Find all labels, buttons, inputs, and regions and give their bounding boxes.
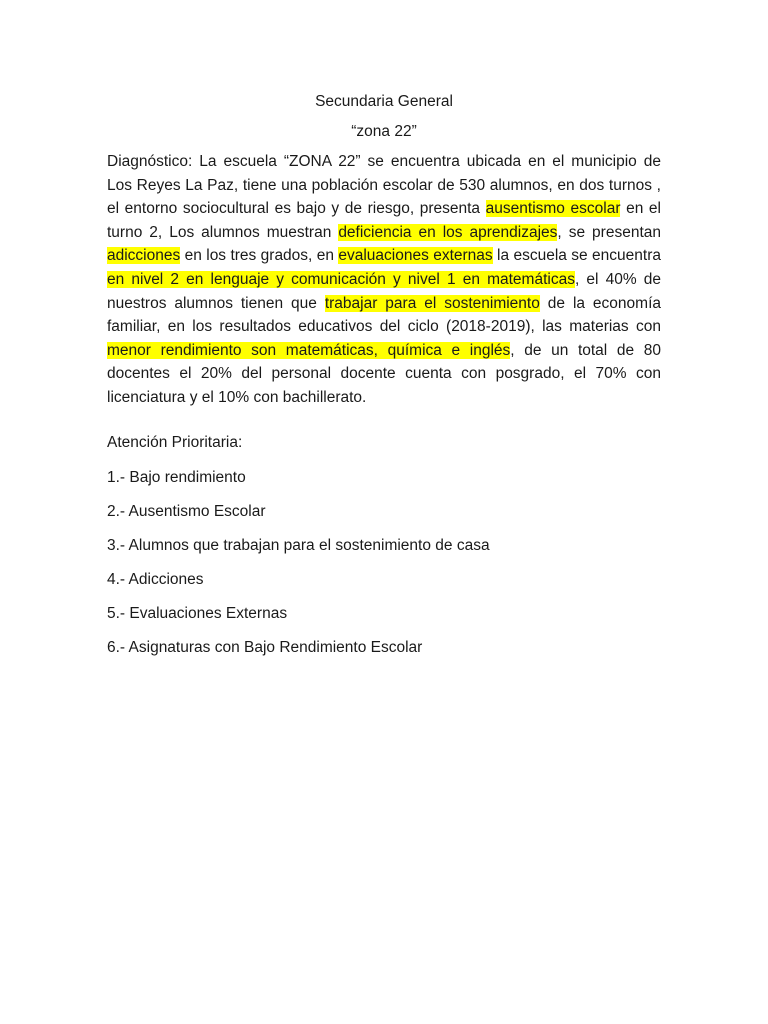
document-subtitle: “zona 22” <box>351 123 417 140</box>
paragraph-segment: , de un total de 80 docentes el 20% del personal docente cuenta con posgrado, el 70% con licenciatura y el 10% con bachillerato. <box>107 341 661 406</box>
diagnosis-paragraph <box>107 150 661 410</box>
document-page <box>107 90 661 410</box>
paragraph-segment: Diagnóstico: La escuela “ZONA 22” se encuentra ubicada en el municipio de Los Reyes La Paz, tiene una población escolar de 530 alumnos, en dos turnos , el entorno sociocultural es bajo y de riesgo, presenta <box>107 153 661 218</box>
priority-item: 5.- Evaluaciones Externas <box>107 605 288 622</box>
highlighted-text: deficiencia en los aprendizajes <box>338 223 558 241</box>
priority-item: 4.- Adicciones <box>107 571 204 588</box>
highlighted-text: adicciones <box>107 247 181 265</box>
paragraph-segment: de la economía familiar, en los resultados educativos del ciclo (2018-2019), las materias con <box>107 294 661 336</box>
priority-item: 6.- Asignaturas con Bajo Rendimiento Escolar <box>107 639 423 656</box>
paragraph-segment: la escuela se encuentra <box>492 247 661 265</box>
priority-heading: Atención Prioritaria: <box>107 434 243 451</box>
paragraph-segment: en el turno 2, Los alumnos muestran <box>107 200 661 241</box>
paragraph-segment: , el 40% de nuestros alumnos tienen que <box>107 270 661 312</box>
highlighted-text: trabajar para el sostenimiento <box>324 294 540 312</box>
paragraph-segment: en los tres grados, en <box>180 247 339 265</box>
highlighted-text: menor rendimiento son matemáticas, química e inglés <box>107 341 511 359</box>
paragraph-segment: , se presentan <box>557 223 661 241</box>
highlighted-text: ausentismo escolar <box>485 200 621 218</box>
priority-item: 1.- Bajo rendimiento <box>107 469 246 486</box>
document-title: Secundaria General <box>315 93 453 110</box>
highlighted-text: en nivel 2 en lenguaje y comunicación y nivel 1 en matemáticas <box>107 270 575 288</box>
priority-item: 3.- Alumnos que trabajan para el sostenimiento de casa <box>107 537 490 554</box>
highlighted-text: evaluaciones externas <box>338 247 493 265</box>
priority-item: 2.- Ausentismo Escolar <box>107 503 266 520</box>
